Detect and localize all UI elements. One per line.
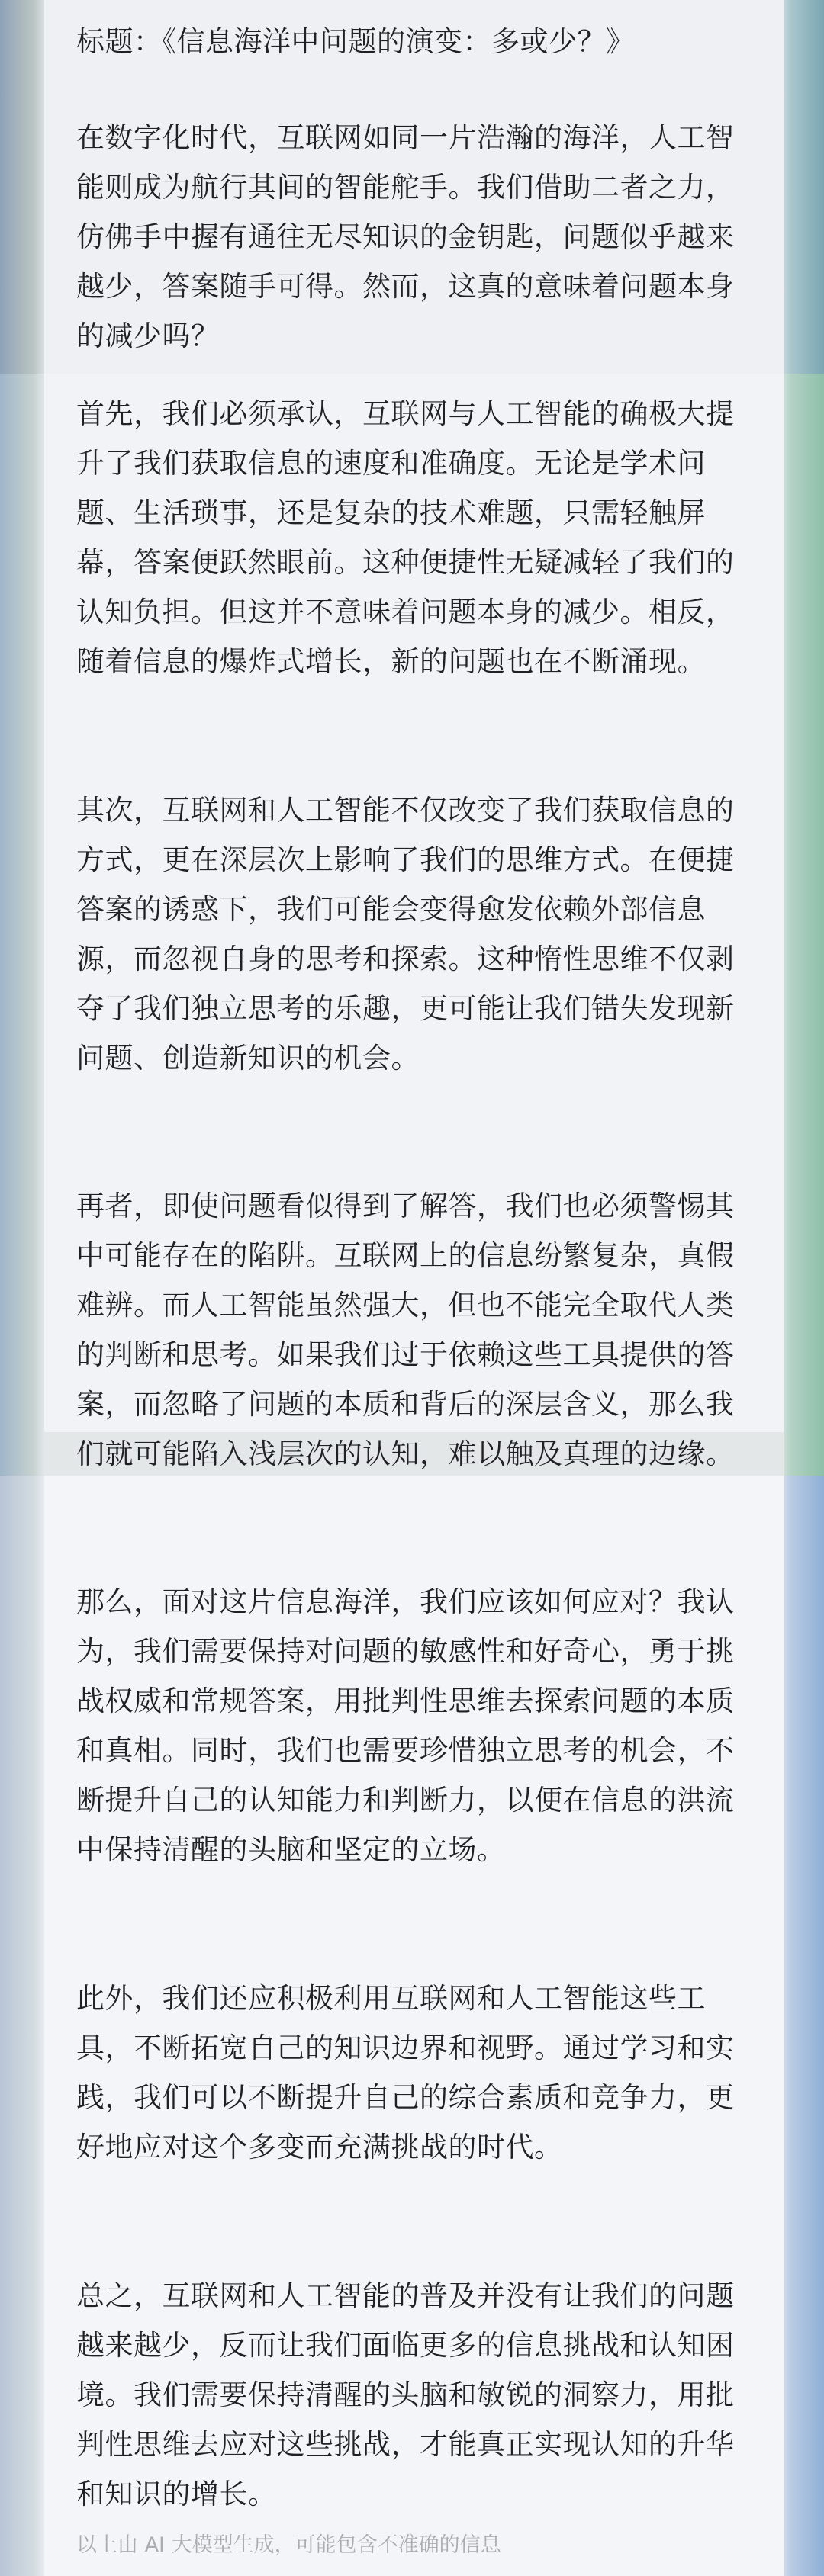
article-paragraph: 其次，互联网和人工智能不仅改变了我们获取信息的方式，更在深层次上影响了我们的思维方式。在便捷答案的诱惑下，我们可能会变得愈发依赖外部信息源，而忽视自身的思考和探索。这种惰性思维不仅剥夺了我们独立思考的乐趣，更可能让我们错失发现新问题、创造新知识的机会。 bbox=[76, 794, 735, 1074]
ai-disclaimer: 以上由 AI 大模型生成，可能包含不准确的信息 bbox=[76, 2533, 501, 2557]
article-paragraph: 再者，即使问题看似得到了解答，我们也必须警惕其中可能存在的陷阱。互联网上的信息纷繁复杂，真假难辨。而人工智能虽然强大，但也不能完全取代人类的判断和思考。如果我们过于依赖这些工具提供的答案，而忽略了问题的本质和背后的深层含义，那么我们就可能陷入浅层次的认知，难以触及真理的边缘。 bbox=[76, 1190, 735, 1470]
article-paragraph: 在数字化时代，互联网如同一片浩瀚的海洋，人工智能则成为航行其间的智能舵手。我们借助二者之力，仿佛手中握有通往无尽知识的金钥匙，问题似乎越来越少，答案随手可得。然而，这真的意味着问题本身的减少吗？ bbox=[76, 121, 735, 352]
article-paragraph: 此外，我们还应积极利用互联网和人工智能这些工具，不断拓宽自己的知识边界和视野。通过学习和实践，我们可以不断提升自己的综合素质和竞争力，更好地应对这个多变而充满挑战的时代。 bbox=[76, 1982, 735, 2163]
article-paragraph: 总之，互联网和人工智能的普及并没有让我们的问题越来越少，反而让我们面临更多的信息挑战和认知困境。我们需要保持清醒的头脑和敏锐的洞察力，用批判性思维去应对这些挑战，才能真正实现认知的升华和知识的增长。 bbox=[76, 2279, 735, 2510]
article-title: 标题：《信息海洋中问题的演变：多或少？》 bbox=[76, 25, 635, 58]
article-paragraph: 那么，面对这片信息海洋，我们应该如何应对？我认为，我们需要保持对问题的敏感性和好奇心，勇于挑战权威和常规答案，用批判性思维去探索问题的本质和真相。同时，我们也需要珍惜独立思考的机会，不断提升自己的认知能力和判断力，以便在信息的洪流中保持清醒的头脑和坚定的立场。 bbox=[76, 1585, 735, 1866]
article-paragraph: 首先，我们必须承认，互联网与人工智能的确极大提升了我们获取信息的速度和准确度。无论是学术问题、生活琐事，还是复杂的技术难题，只需轻触屏幕，答案便跃然眼前。这种便捷性无疑减轻了我们的认知负担。但这并不意味着问题本身的减少。相反，随着信息的爆炸式增长，新的问题也在不断涌现。 bbox=[76, 397, 735, 678]
